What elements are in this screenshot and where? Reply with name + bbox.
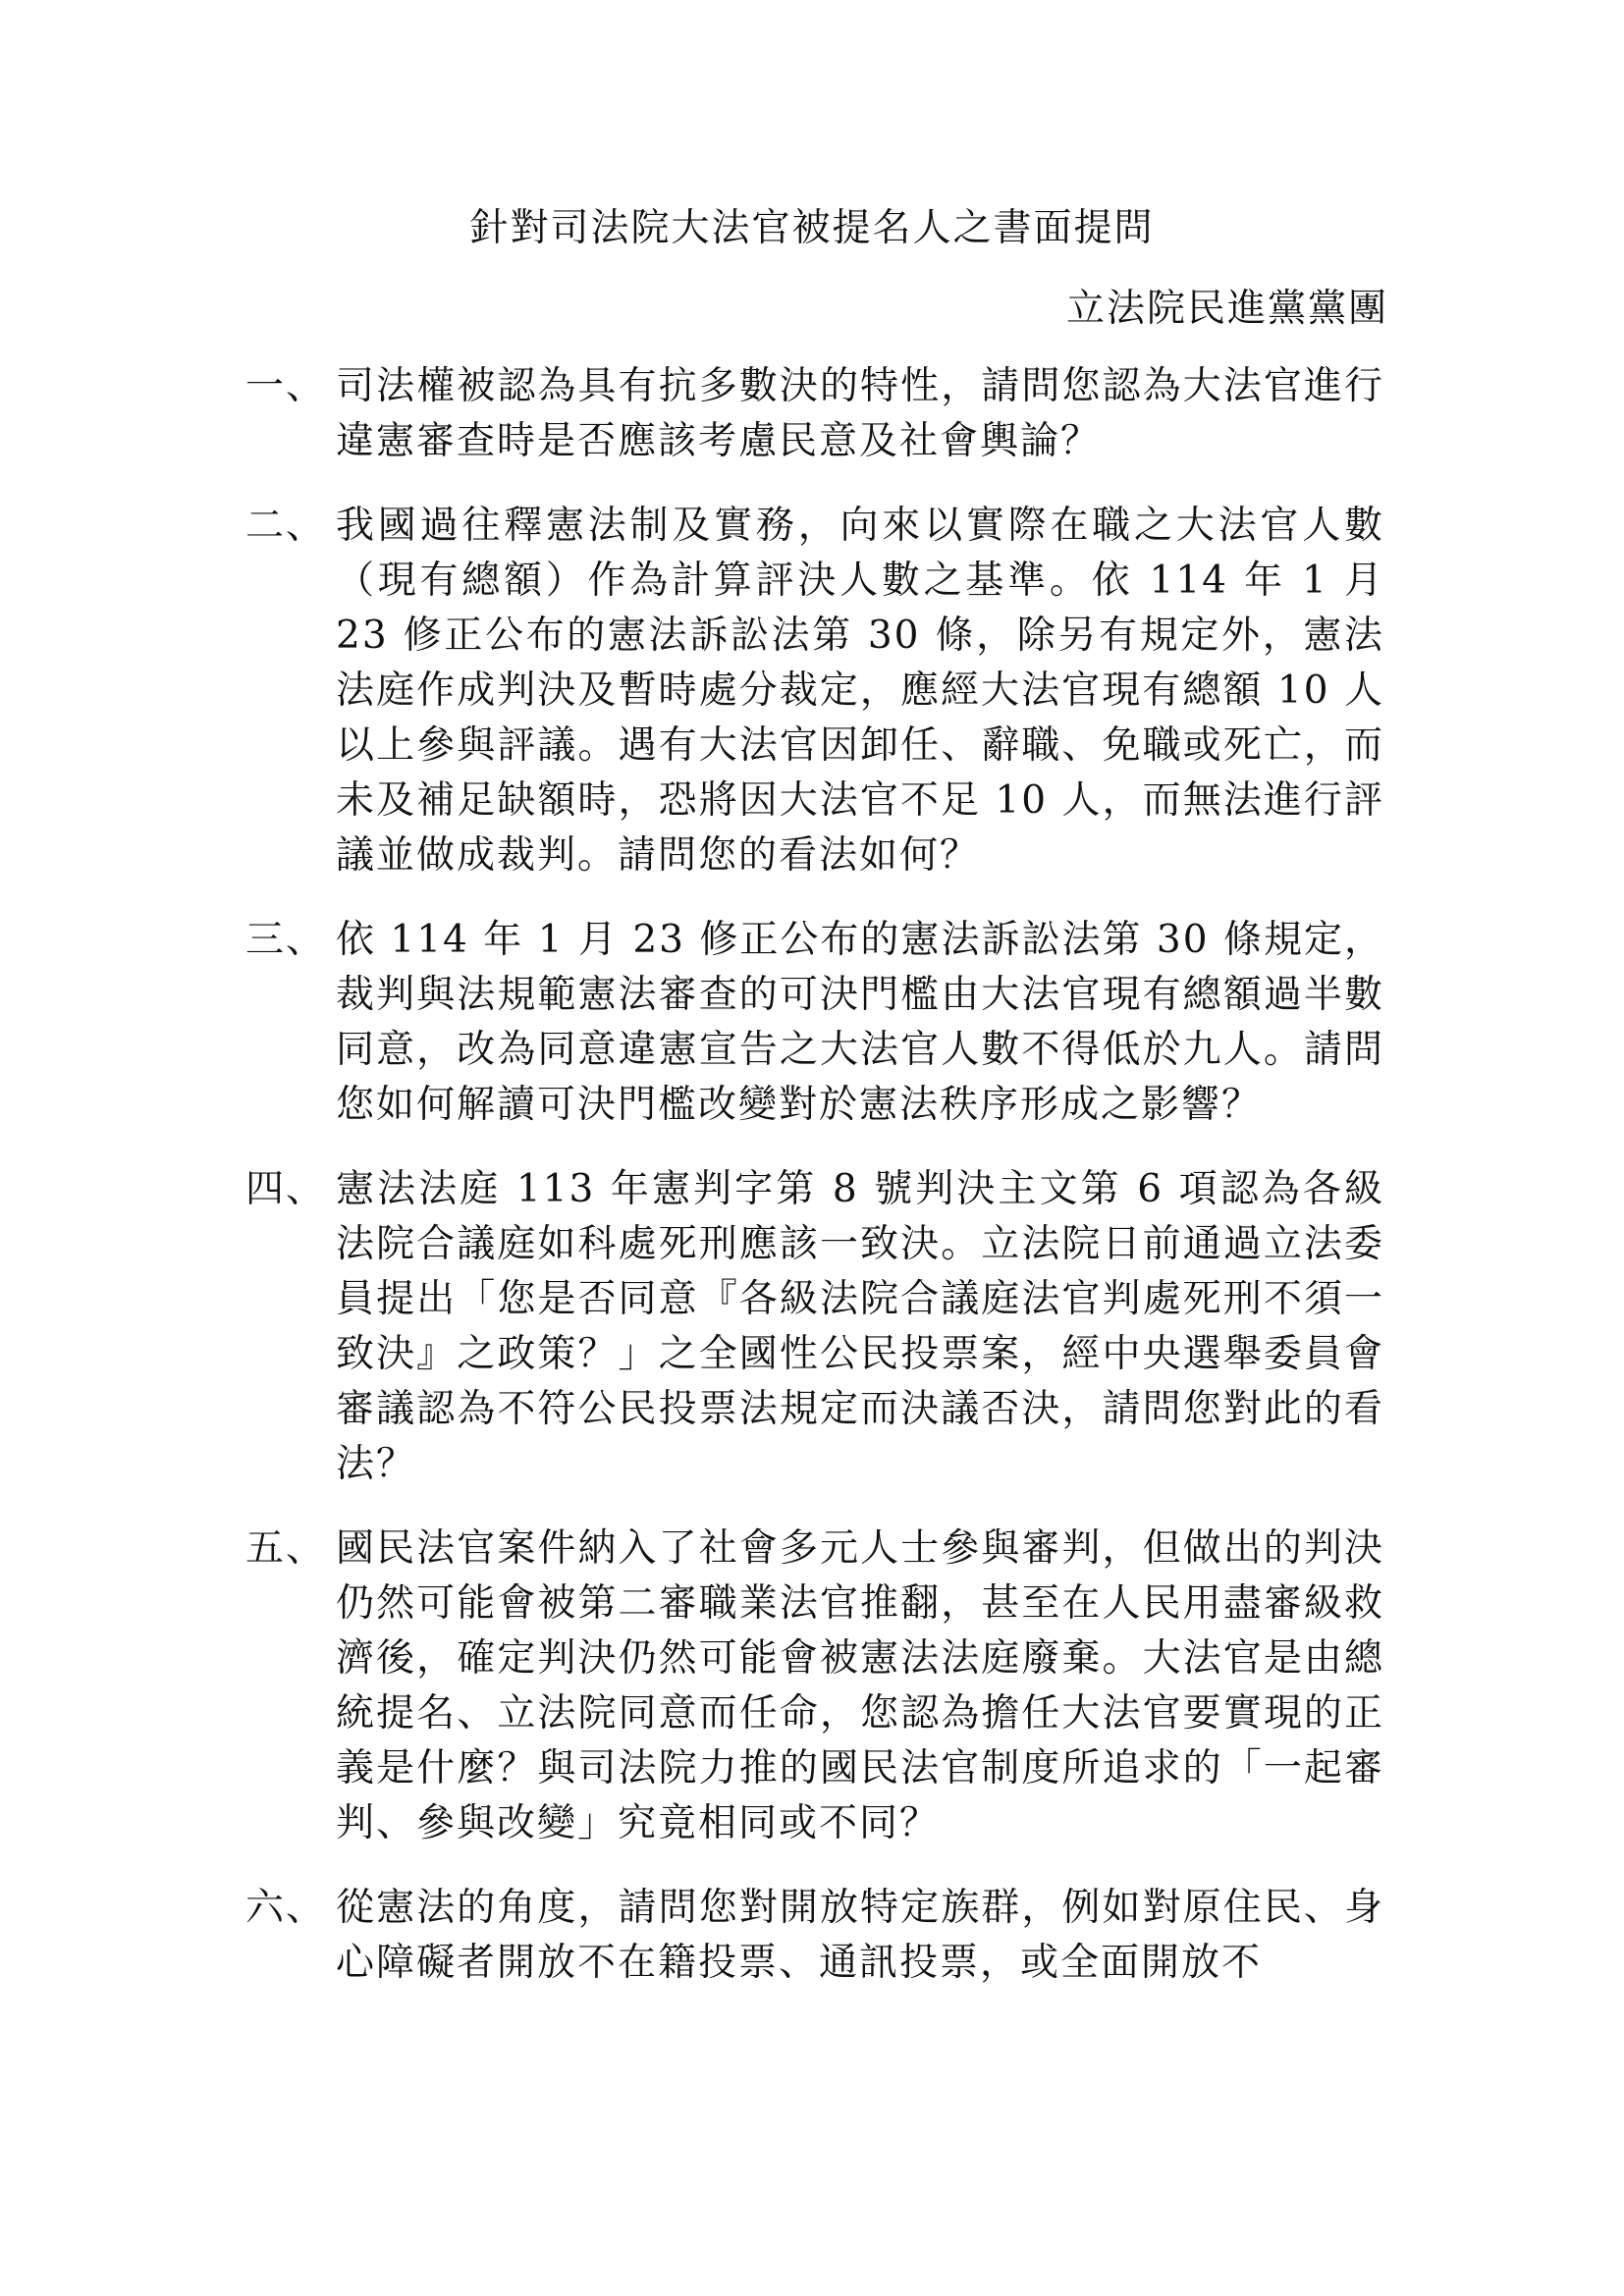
- question-number: 三、: [245, 918, 327, 962]
- question-text: 我國過往釋憲法制及實務，向來以實際在職之大法官人數（現有總額）作為計算評決人數之基準。依 114 年 1 月 23 修正公布的憲法訴訟法第 30 條，除另有規定外，憲法法庭作成判決及暫時處分裁定，應經大法官現有總額 10 人以上參與評議。遇有大法官因卸任、辭職、免職或死亡，而未及補足缺額時，恐將因大法官不足 10 人，而無法進行評議並做成裁判。請問您的看法如何？: [336, 504, 1384, 878]
- question-text: 憲法法庭 113 年憲判字第 8 號判決主文第 6 項認為各級法院合議庭如科處死刑應該一致決。立法院日前通過立法委員提出「您是否同意『各級法院合議庭法官判處死刑不須一致決』之政策？」之全國性公民投票案，經中央選舉委員會審議認為不符公民投票法規定而決議否決，請問您對此的看法？: [336, 1167, 1384, 1486]
- question-number: 一、: [245, 364, 327, 408]
- question-number: 六、: [245, 1886, 327, 1930]
- question-item-1: [245, 359, 1384, 469]
- question-text: 依 114 年 1 月 23 修正公布的憲法訴訟法第 30 條規定，裁判與法規範憲法審查的可決門檻由大法官現有總額過半數同意，改為同意違憲宣告之大法官人數不得低於九人。請問您如何解讀可決門檻改變對於憲法秩序形成之影響？: [336, 918, 1384, 1127]
- question-number: 二、: [245, 504, 327, 548]
- question-item-2: [245, 499, 1384, 883]
- question-text: 從憲法的角度，請問您對開放特定族群，例如對原住民、身心障礙者開放不在籍投票、通訊投票，或全面開放不: [336, 1886, 1384, 1985]
- question-item-5: [245, 1522, 1384, 1851]
- question-item-6: [245, 1881, 1384, 1991]
- question-number: 五、: [245, 1526, 327, 1571]
- question-item-4: [245, 1162, 1384, 1492]
- document-author: 立法院民進黨黨團: [1065, 287, 1388, 331]
- question-list: [245, 359, 1384, 2020]
- question-number: 四、: [245, 1167, 327, 1211]
- question-item-3: [245, 913, 1384, 1133]
- question-text: 國民法官案件納入了社會多元人士參與審判，但做出的判決仍然可能會被第二審職業法官推翻，甚至在人民用盡審級救濟後，確定判決仍然可能會被憲法法庭廢棄。大法官是由總統提名、立法院同意而任命，您認為擔任大法官要實現的正義是什麼？與司法院力推的國民法官制度所追求的「一起審判、參與改變」究竟相同或不同？: [336, 1526, 1384, 1845]
- question-text: 司法權被認為具有抗多數決的特性，請問您認為大法官進行違憲審查時是否應該考慮民意及社會輿論？: [336, 364, 1384, 463]
- document-title: 針對司法院大法官被提名人之書面提問: [469, 206, 1155, 250]
